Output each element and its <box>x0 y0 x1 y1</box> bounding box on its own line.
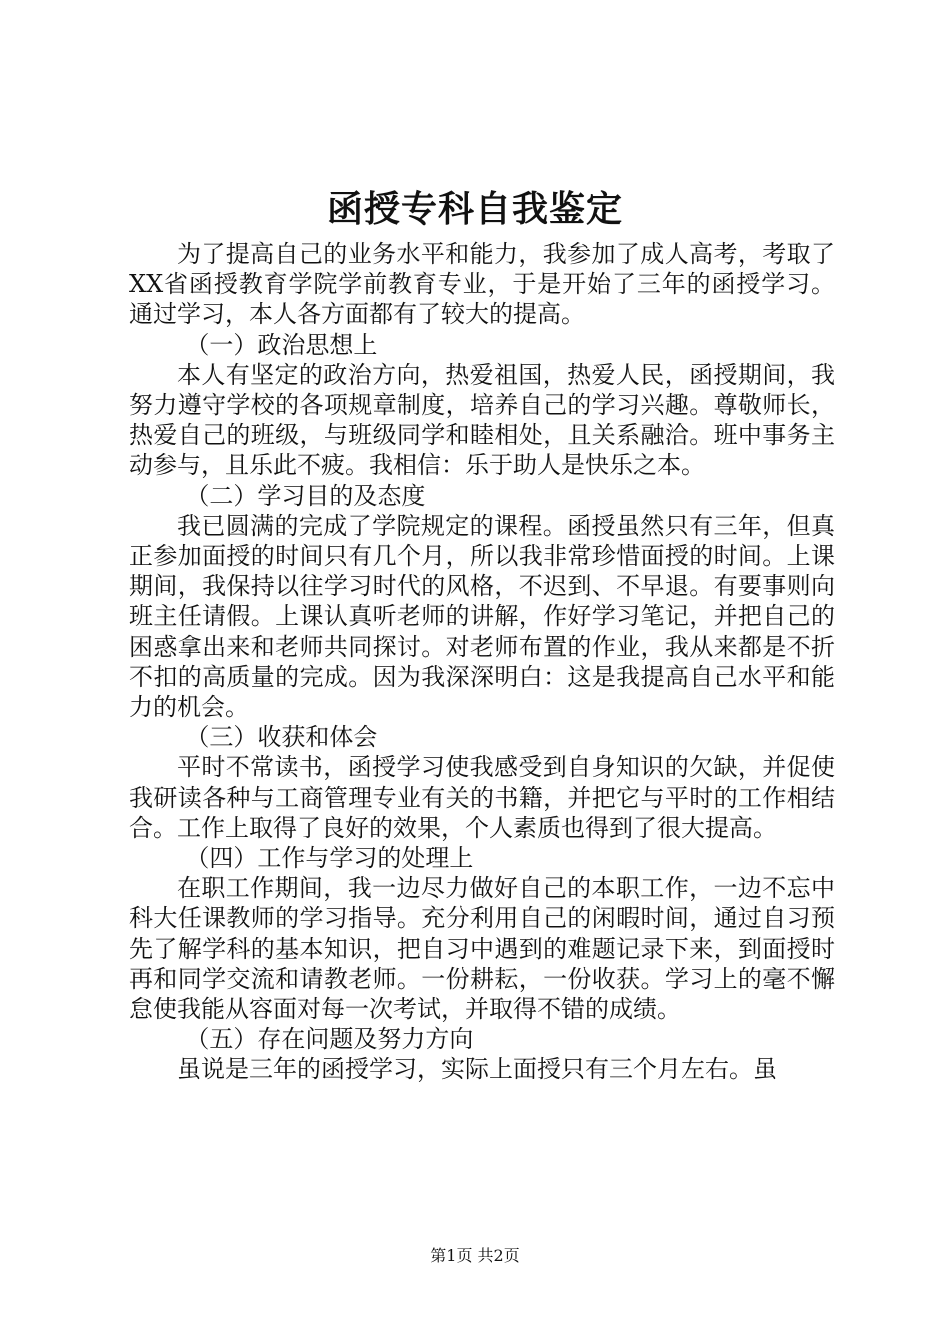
section-body-work-study: 在职工作期间，我一边尽力做好自己的本职工作，一边不忘中科大任课教师的学习指导。充分利用自己的闲暇时间，通过自习预先了解学科的基本知识，把自习中遇到的难题记录下来，到面授时再和同学交流和请教老师。一份耕耘，一份收获。学习上的毫不懈怠使我能从容面对每一次考试，并取得不错的成绩。 <box>129 874 835 1024</box>
section-body-study-attitude: 我已圆满的完成了学院规定的课程。函授虽然只有三年，但真正参加面授的时间只有几个月，所以我非常珍惜面授的时间。上课期间，我保持以往学习时代的风格，不迟到、不早退。有要事则向班主任请假。上课认真听老师的讲解，作好学习笔记，并把自己的困惑拿出来和老师共同探讨。对老师布置的作业，我从来都是不折不扣的高质量的完成。因为我深深明白：这是我提高自己水平和能力的机会。 <box>129 511 835 722</box>
section-heading-problems: （五）存在问题及努力方向 <box>185 1025 474 1054</box>
section-heading-work-study: （四）工作与学习的处理上 <box>185 844 474 873</box>
document-body <box>129 239 835 1085</box>
section-heading-study-attitude: （二）学习目的及态度 <box>185 481 426 510</box>
section-body-problems: 虽说是三年的函授学习，实际上面授只有三个月左右。虽 <box>177 1055 777 1084</box>
section-heading-gains: （三）收获和体会 <box>185 723 378 752</box>
intro-paragraph: 为了提高自己的业务水平和能力，我参加了成人高考，考取了XX省函授教育学院学前教育专业，于是开始了三年的函授学习。通过学习，本人各方面都有了较大的提高。 <box>129 240 835 329</box>
section-body-politics: 本人有坚定的政治方向，热爱祖国，热爱人民，函授期间，我努力遵守学校的各项规章制度，培养自己的学习兴趣。尊敬师长，热爱自己的班级，与班级同学和睦相处，且关系融洽。班中事务主动参与，且乐此不疲。我相信：乐于助人是快乐之本。 <box>129 360 835 480</box>
document-title: 函授专科自我鉴定 <box>326 188 623 230</box>
section-body-gains: 平时不常读书，函授学习使我感受到自身知识的欠缺，并促使我研读各种与工商管理专业有关的书籍，并把它与平时的工作相结合。工作上取得了良好的效果，个人素质也得到了很大提高。 <box>129 753 835 842</box>
section-heading-politics: （一）政治思想上 <box>185 330 378 359</box>
page-footer: 第1页 共2页 <box>430 1246 520 1265</box>
